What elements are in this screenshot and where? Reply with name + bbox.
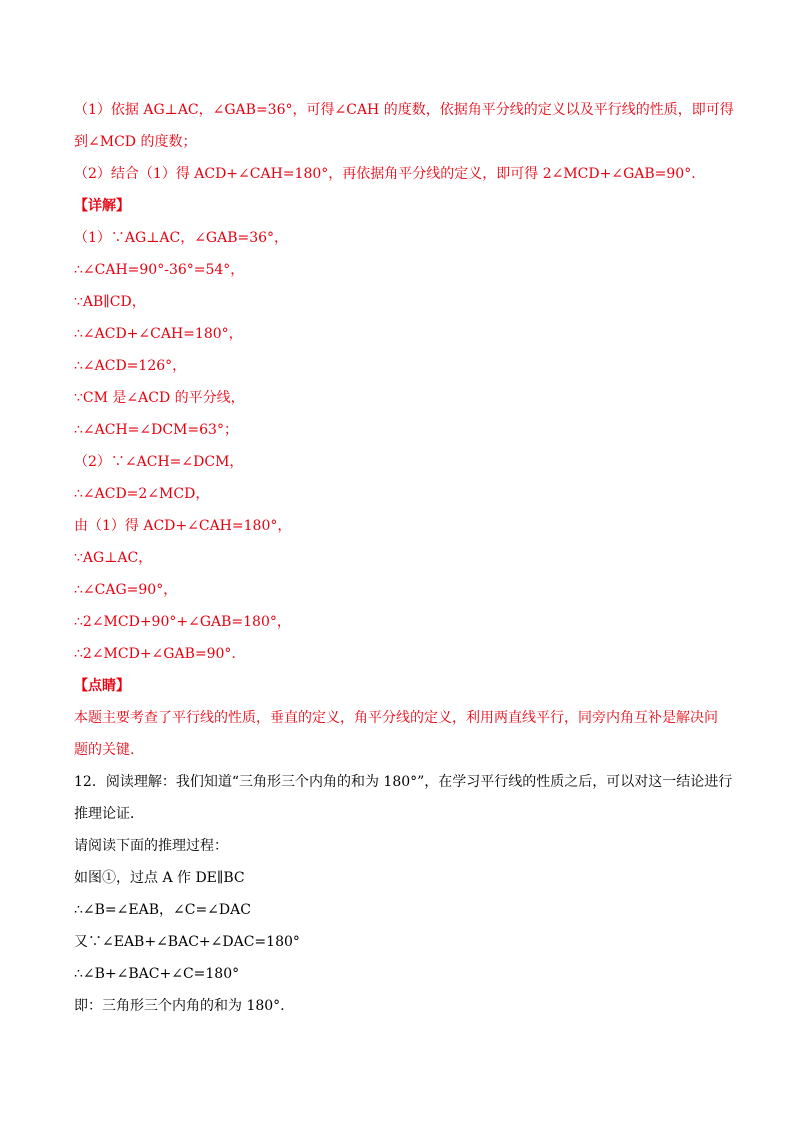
comment-line: 本题主要考查了平行线的性质，垂直的定义，角平分线的定义，利用两直线平行，同旁内角互补是解决问 <box>74 710 718 726</box>
question-line: 请阅读下面的推理过程： <box>74 838 228 854</box>
detail-line: （1）∵AG⊥AC，∠GAB=36°， <box>74 230 289 246</box>
detail-line: ∴∠ACH=∠DCM=63°； <box>74 422 238 438</box>
question-line: 推理论证． <box>74 806 144 822</box>
question-line: 又∵∠EAB+∠BAC+∠DAC=180° <box>74 934 300 950</box>
detail-line: ∴∠ACD=126°， <box>74 358 187 374</box>
analysis-line: （1）依据 AG⊥AC，∠GAB=36°，可得∠CAH 的度数，依据角平分线的定义以及平行线的性质，即可得 <box>74 102 734 118</box>
detail-line: ∴∠CAG=90°， <box>74 582 178 598</box>
detail-line: ∴2∠MCD+∠GAB=90°. <box>74 646 236 662</box>
detail-line: ∴2∠MCD+90°+∠GAB=180°， <box>74 614 291 630</box>
detail-line: ∵CM 是∠ACD 的平分线， <box>74 390 245 406</box>
analysis-line: （2）结合（1）得 ACD+∠CAH=180°，再依据角平分线的定义，即可得 2∠MCD+∠GAB=90°. <box>74 166 696 182</box>
comment-line: 题的关键. <box>74 742 135 758</box>
detail-line: ∴∠CAH=90°-36°=54°， <box>74 262 245 278</box>
comment-heading: 【点睛】 <box>74 678 130 694</box>
detail-heading: 【详解】 <box>74 198 130 214</box>
detail-line: ∵AB∥CD， <box>74 294 146 310</box>
detail-line: ∴∠ACD=2∠MCD， <box>74 486 210 502</box>
detail-line: ∵AG⊥AC， <box>74 550 153 566</box>
detail-line: ∴∠ACD+∠CAH=180°， <box>74 326 243 342</box>
detail-line: 由（1）得 ACD+∠CAH=180°， <box>74 518 292 534</box>
question-line: 如图①，过点 A 作 DE∥BC <box>74 870 245 886</box>
analysis-line: 到∠MCD 的度数； <box>74 134 197 150</box>
detail-line: （2）∵∠ACH=∠DCM， <box>74 454 244 470</box>
question-line: ∴∠B=∠EAB，∠C=∠DAC <box>74 902 251 918</box>
question-line: 即：三角形三个内角的和为 180°. <box>74 998 285 1014</box>
question-line: ∴∠B+∠BAC+∠C=180° <box>74 966 240 982</box>
question-line: 12．阅读理解：我们知道“三角形三个内角的和为 180°”，在学习平行线的性质之后，可以对这一结论进行 <box>74 774 733 790</box>
